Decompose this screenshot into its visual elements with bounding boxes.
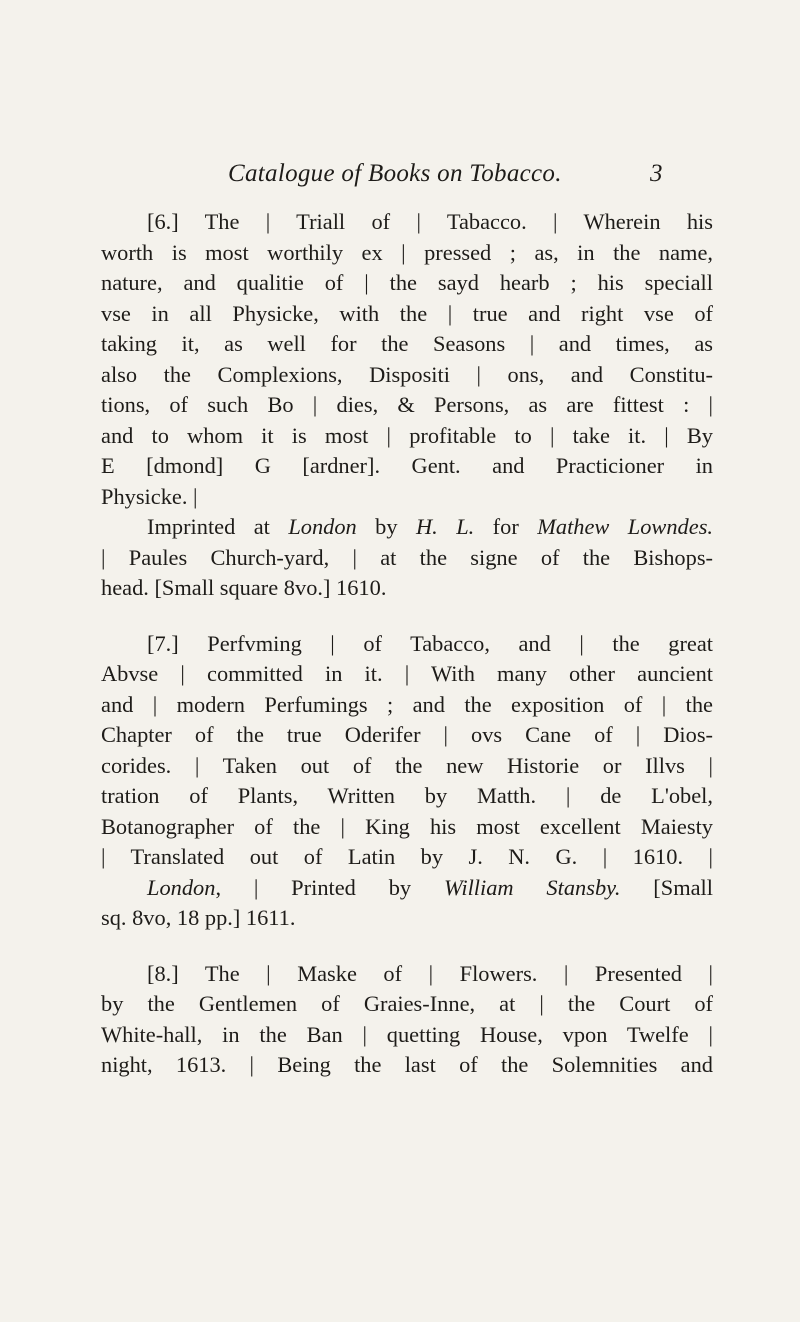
catalogue-body	[101, 207, 713, 1106]
catalogue-entry-6	[101, 207, 713, 604]
entry-line: vse in all Physicke, with the | true and right vse of	[101, 300, 713, 326]
imprint-pre: Imprinted at	[147, 514, 289, 539]
entry-line: taking it, as well for the Seasons | and times, as	[101, 331, 713, 356]
entry-line: tions, of such Bo | dies, & Persons, as are fittest : |	[101, 392, 713, 417]
entry-line: night, 1613. | Being the last of the Solemnities and	[101, 1052, 713, 1077]
imprint-bookseller: Mathew Lowndes.	[537, 514, 714, 539]
imprint-printer: William Stansby.	[443, 874, 621, 900]
imprint-post: [Small	[620, 874, 713, 900]
imprint-mid: , | Printed by	[215, 874, 444, 900]
entry-line: and to whom it is most | profitable to | take it. | By	[101, 422, 713, 448]
entry-line: [6.] The | Triall of | Tabacco. | Wherein his	[147, 209, 713, 234]
catalogue-entry-7	[101, 629, 713, 934]
entry-line: worth is most worthily ex | pressed ; as, in the name,	[101, 239, 713, 265]
entry-line: White-hall, in the Ban | quetting House, vpon Twelfe |	[101, 1021, 713, 1047]
entry-line: Chapter of the true Oderifer | ovs Cane of | Dios-	[101, 722, 713, 747]
entry-line: nature, and qualitie of | the sayd hearb ; his speciall	[101, 270, 713, 295]
entry-line: Abvse | committed in it. | With many other auncient	[101, 661, 713, 686]
entry-line: head. [Small square 8vo.] 1610.	[101, 575, 387, 600]
entry-line: also the Complexions, Dispositi | ons, and Constitu-	[101, 361, 713, 387]
imprint-line	[101, 873, 713, 904]
entry-line: | Translated out of Latin by J. N. G. | 1610. |	[101, 844, 713, 869]
entry-line: by the Gentlemen of Graies-Inne, at | the Court of	[101, 991, 713, 1016]
entry-line: [7.] Perfvming | of Tabacco, and | the great	[147, 630, 713, 656]
entry-line: E [dmond] G [ardner]. Gent. and Practicioner in	[101, 453, 713, 478]
page-number: 3	[650, 160, 663, 187]
imprint-printer: H. L.	[416, 514, 475, 539]
entry-line: | Paules Church-yard, | at the signe of the Bishops-	[101, 544, 713, 570]
imprint-place: London	[288, 514, 357, 539]
entry-line: Physicke. |	[101, 483, 198, 509]
entry-line: and | modern Perfumings ; and the exposition of | the	[101, 691, 713, 717]
entry-line: Botanographer of the | King his most excellent Maiesty	[101, 813, 713, 839]
imprint-place: London	[147, 874, 216, 900]
imprint-for: for	[474, 514, 538, 539]
entry-line: corides. | Taken out of the new Historie or Illvs |	[101, 752, 713, 778]
running-title: Catalogue of Books on Tobacco.	[228, 160, 562, 187]
imprint-by: by	[356, 514, 416, 539]
page-header	[0, 160, 800, 200]
entry-line: sq. 8vo, 18 pp.] 1611.	[101, 905, 296, 930]
entry-line: [8.] The | Maske of | Flowers. | Presented |	[147, 960, 713, 986]
entry-line: tration of Plants, Written by Matth. | de L'obel,	[101, 783, 713, 808]
imprint-line	[101, 512, 713, 543]
catalogue-entry-8	[101, 959, 713, 1081]
